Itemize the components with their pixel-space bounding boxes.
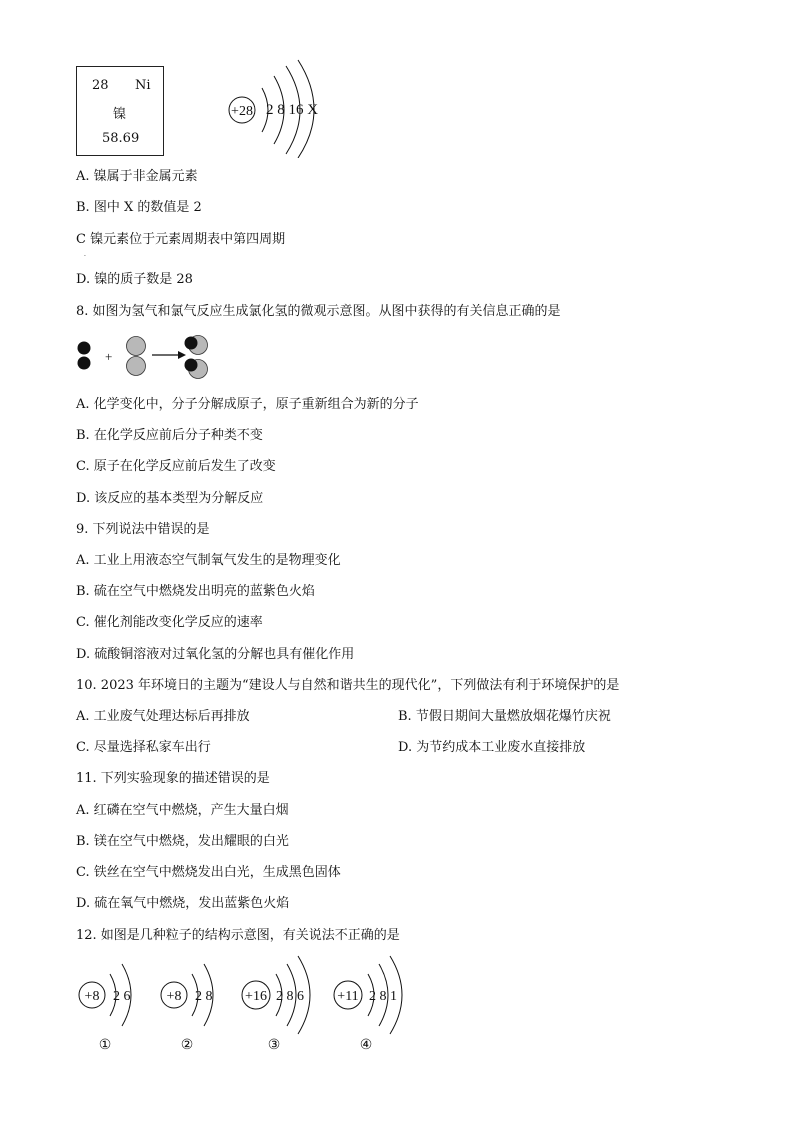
particle-label: ④: [359, 1038, 373, 1053]
q7-option-c: C 镍元素位于元素周期表中第四周期: [76, 232, 286, 247]
q8-option-d: D. 该反应的基本类型为分解反应: [76, 491, 264, 506]
electron-config: 2 8 1: [369, 989, 397, 1004]
q7-option-d: D. 镍的质子数是 28: [76, 272, 193, 287]
nucleus-charge: +8: [166, 989, 182, 1004]
particle-label: ①: [98, 1038, 112, 1053]
q9-option-d: D. 硫酸铜溶液对过氧化氢的分解也具有催化作用: [76, 647, 355, 662]
q10-option-d: D. 为节约成本工业废水直接排放: [398, 740, 586, 755]
q7-option-b: B. 图中 X 的数值是 2: [76, 200, 202, 215]
nucleus-charge: +16: [245, 989, 267, 1004]
stray-dot: ·: [84, 253, 86, 260]
q9-option-c: C. 催化剂能改变化学反应的速率: [76, 615, 263, 630]
atomic-number: 28: [92, 78, 109, 93]
plus-sign: +: [105, 349, 113, 364]
particle-diagram-4: [330, 954, 430, 1059]
particle-label: ②: [180, 1038, 194, 1053]
q11-option-a: A. 红磷在空气中燃烧，产生大量白烟: [76, 803, 289, 818]
q10-stem: 10. 2023 年环境日的主题为“建设人与自然和谐共生的现代化”，下列做法有利于环境保护的是: [76, 678, 620, 693]
particle-diagram-2: [154, 954, 244, 1059]
q9-stem: 9. 下列说法中错误的是: [76, 522, 210, 537]
q11-stem: 11. 下列实验现象的描述错误的是: [76, 771, 270, 786]
atomic-mass: 58.69: [102, 131, 140, 146]
q8-option-c: C. 原子在化学反应前后发生了改变: [76, 459, 276, 474]
element-info-box: [76, 66, 164, 156]
electron-config: 2 8: [195, 989, 213, 1004]
particle-label: ③: [267, 1038, 281, 1053]
reaction-micro-diagram: [74, 334, 224, 384]
reaction-arrow-head: [178, 351, 186, 359]
element-name: 镍: [113, 107, 127, 122]
q8-stem: 8. 如图为氢气和氯气反应生成氯化氢的微观示意图。从图中获得的有关信息正确的是: [76, 304, 561, 319]
ni-nucleus-charge: +28: [231, 104, 253, 119]
nucleus-charge: +11: [337, 989, 359, 1004]
q9-option-a: A. 工业上用液态空气制氧气发生的是物理变化: [76, 553, 341, 568]
ni-atom-structure-diagram: [224, 58, 334, 158]
particle-diagram-3: [236, 954, 336, 1059]
q11-option-b: B. 镁在空气中燃烧，发出耀眼的白光: [76, 834, 289, 849]
particle-diagram-1: [72, 954, 162, 1059]
ni-electron-config: 2 8 16 X: [266, 102, 319, 118]
q10-option-a: A. 工业废气处理达标后再排放: [76, 709, 250, 724]
q10-option-c: C. 尽量选择私家车出行: [76, 740, 211, 755]
q9-option-b: B. 硫在空气中燃烧发出明亮的蓝紫色火焰: [76, 584, 315, 599]
element-symbol: Ni: [135, 78, 151, 93]
electron-config: 2 8 6: [276, 989, 304, 1004]
h-atom: [78, 342, 91, 355]
h-atom: [78, 357, 91, 370]
q11-option-c: C. 铁丝在空气中燃烧发出白光，生成黑色固体: [76, 865, 341, 880]
electron-config: 2 6: [113, 989, 131, 1004]
q7-option-a: A. 镍属于非金属元素: [76, 169, 198, 184]
cl-atom: [127, 337, 146, 356]
q12-stem: 12. 如图是几种粒子的结构示意图，有关说法不正确的是: [76, 928, 400, 943]
q10-option-b: B. 节假日期间大量燃放烟花爆竹庆祝: [398, 709, 611, 724]
q8-option-a: A. 化学变化中，分子分解成原子，原子重新组合为新的分子: [76, 397, 419, 412]
nucleus-charge: +8: [84, 989, 100, 1004]
q8-option-b: B. 在化学反应前后分子种类不变: [76, 428, 263, 443]
hcl-h-atom: [185, 337, 198, 350]
cl-atom: [127, 357, 146, 376]
q11-option-d: D. 硫在氧气中燃烧，发出蓝紫色火焰: [76, 896, 290, 911]
hcl-h-atom: [185, 359, 198, 372]
